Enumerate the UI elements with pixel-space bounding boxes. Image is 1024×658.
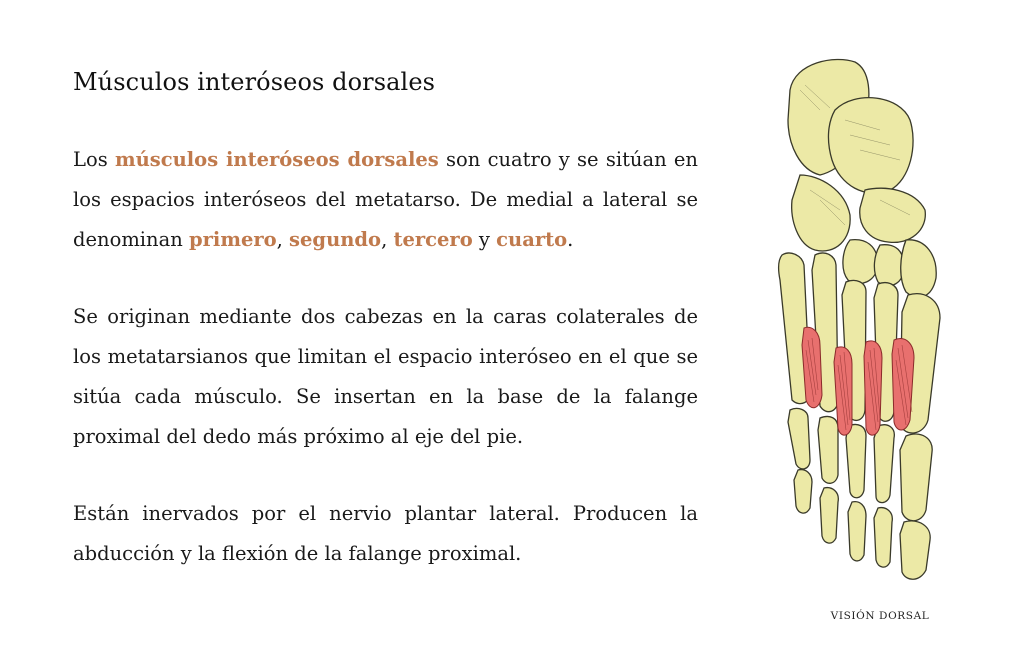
distal-phalanx-1 (900, 521, 930, 579)
cuneiform-medial (901, 240, 936, 297)
muscle-interosseous-2 (864, 341, 882, 435)
paragraph-origin: Se originan mediante dos cabezas en la caras colaterales de los metatarsianos que limitan el espacio interóseo en el que se sitúa cada músculo. Se insertan en la base de la falange proximal del dedo más próximo al eje del pie. (73, 305, 698, 448)
article (73, 68, 698, 574)
text-run: , (381, 228, 394, 251)
cuboid-bone (792, 175, 850, 251)
talus-bone (828, 98, 913, 193)
text-run: son cuatro y se sitúan en los espacios interóseos del metatarso. De medial a lateral se denominan (73, 148, 698, 251)
text-run: y (472, 228, 497, 251)
highlight-cuarto: cuarto (496, 228, 568, 251)
distal-phalanx-2 (874, 508, 892, 567)
distal-phalanx-4 (820, 488, 838, 543)
cuneiform-middle (874, 245, 904, 286)
foot-illustration (760, 50, 985, 590)
highlight-tercero: tercero (393, 228, 473, 251)
highlight-primero: primero (189, 228, 277, 251)
phalanx-5 (788, 408, 810, 469)
figure-caption: VISIÓN DORSAL (830, 610, 930, 622)
text-run: , (276, 228, 290, 251)
phalanx-4 (818, 416, 838, 483)
paragraph-intro (73, 140, 698, 260)
text-run: Los (73, 148, 115, 171)
navicular-bone (860, 188, 926, 242)
phalanx-2 (874, 425, 894, 503)
highlight-term: músculos interóseos dorsales (114, 148, 439, 171)
phalanx-3 (846, 424, 866, 497)
distal-phalanx-5 (794, 470, 812, 513)
distal-phalanx-3 (848, 502, 866, 561)
paragraph-innervation: Están inervados por el nervio plantar lateral. Producen la abducción y la flexión de la falange proximal. (73, 502, 698, 565)
cuneiform-lateral (843, 240, 878, 284)
highlight-segundo: segundo (289, 228, 382, 251)
phalanx-1 (900, 434, 932, 521)
page-title: Músculos interóseos dorsales (73, 68, 436, 96)
text-run: . (567, 228, 574, 251)
